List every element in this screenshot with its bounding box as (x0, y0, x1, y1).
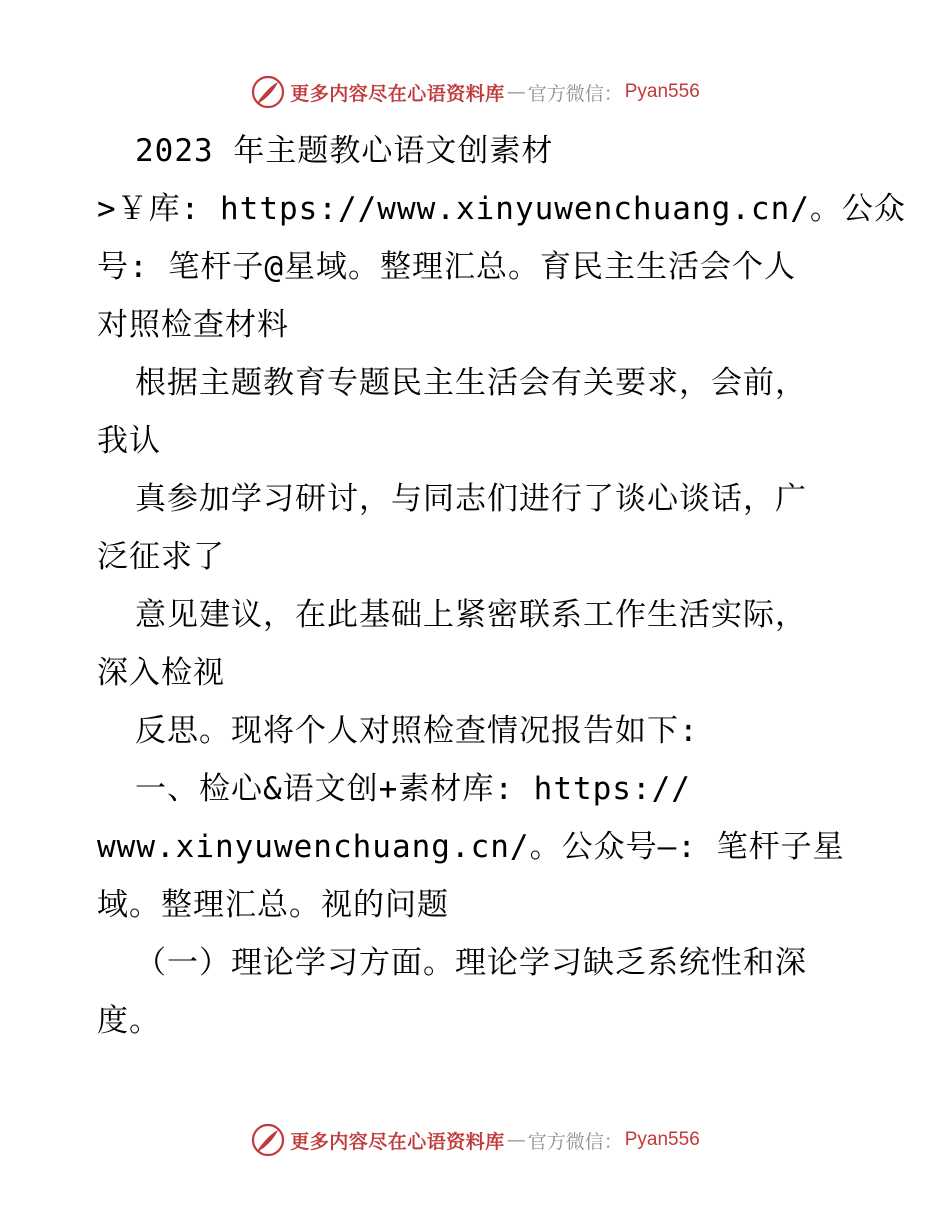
text-line: 对照检查材料 (97, 307, 289, 343)
text-line: 号: 笔杆子@星域。整理汇总。育民主生活会个人 (97, 249, 796, 285)
header-banner (0, 70, 950, 114)
quill-pen-logo-icon (250, 74, 286, 110)
section-heading-line: 一、检心&语文创+素材库: https:// (135, 771, 691, 807)
quill-pen-logo-icon (250, 1122, 286, 1158)
text-line: 泛征求了 (97, 539, 225, 575)
banner-dash: — (506, 1129, 526, 1151)
footer-banner (0, 1118, 950, 1162)
document-title-line: 2023 年主题教心语文创素材 (135, 133, 554, 169)
banner-wechat-handle: Pyan556 (624, 1129, 700, 1150)
text-line: 度。 (97, 1003, 161, 1039)
text-line: 我认 (97, 423, 161, 459)
banner-main-text: 更多内容尽在心语资料库 (290, 82, 505, 105)
text-line: 真参加学习研讨，与同志们进行了谈心谈话，广 (135, 481, 807, 517)
text-line: 根据主题教育专题民主生活会有关要求，会前， (135, 365, 807, 401)
text-line: 意见建议，在此基础上紧密联系工作生活实际， (135, 597, 807, 633)
text-line: >￥库: https://www.xinyuwenchuang.cn/。公众 (97, 191, 906, 227)
banner-dash: — (506, 81, 526, 103)
banner-wechat-label: 官方微信： (527, 82, 623, 105)
document-body (97, 122, 906, 1050)
banner-wechat-handle: Pyan556 (624, 81, 700, 102)
text-line: 深入检视 (97, 655, 225, 691)
text-line: 域。整理汇总。视的问题 (97, 887, 449, 923)
subsection-heading-line: （一）理论学习方面。理论学习缺乏系统性和深 (135, 945, 807, 981)
banner-wechat-label: 官方微信： (527, 1130, 623, 1153)
text-line: www.xinyuwenchuang.cn/。公众号—: 笔杆子星 (97, 829, 845, 865)
banner-main-text: 更多内容尽在心语资料库 (290, 1130, 505, 1153)
text-line: 反思。现将个人对照检查情况报告如下: (135, 713, 699, 749)
